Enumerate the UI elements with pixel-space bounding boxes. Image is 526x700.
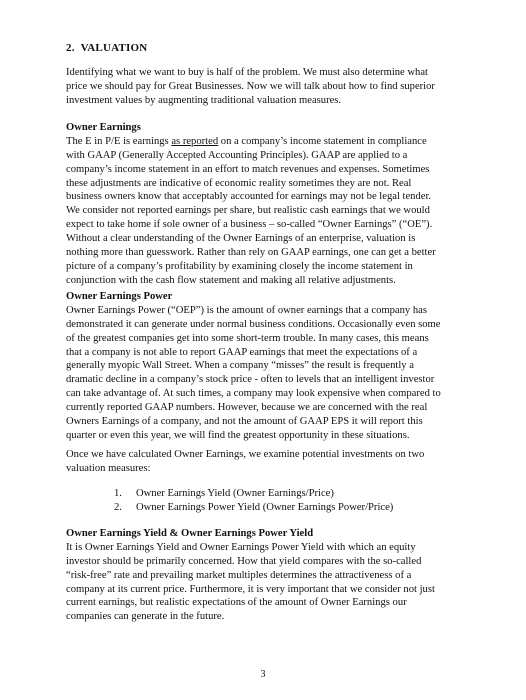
text-line: business owners know that acceptably accounted for earnings may not be legal tender. (66, 191, 432, 203)
text-line: picture of a company’s profitability by examining closely the income statement in (66, 260, 413, 272)
list-item (114, 501, 393, 515)
owner-earnings-power-heading: Owner Earnings Power (66, 291, 173, 302)
text-line: It is Owner Earnings Yield and Owner Earnings Power Yield with which an equity (66, 541, 416, 553)
list-number: 1. (114, 488, 122, 499)
text-line: dramatic decline in a company’s stock price - often to levels that an intelligent investor (66, 374, 435, 386)
text-line: valuation measures: (66, 462, 151, 474)
text-line: investor should be primarily concerned. How that yield compares with the so-called (66, 555, 422, 567)
text-line: conjunction with the cash flow statement and making all relative adjustments. (66, 274, 396, 286)
list-text: Owner Earnings Power Yield (Owner Earnings Power/Price) (136, 502, 394, 513)
text-line: We consider not reported earnings per share, but realistic cash earnings that we would (66, 205, 430, 217)
yield-heading: Owner Earnings Yield & Owner Earnings Power Yield (66, 528, 314, 539)
text-line: company at its current price. Furthermore, it is very important that we consider not just (66, 583, 435, 595)
text-fragment: on a company’s income statement in compliance (218, 135, 427, 147)
text-line: Owners Earnings of a company, and not the amount of GAAP EPS it will report this (66, 416, 423, 428)
underlined-phrase: as reported (171, 135, 219, 147)
text-line: Without a clear understanding of the Owner Earnings of an enterprise, valuation is (66, 233, 416, 245)
text-line: companies can generate in the future. (66, 611, 225, 623)
owner-earnings-power-section (66, 290, 486, 443)
list-text: Owner Earnings Yield (Owner Earnings/Price) (136, 488, 334, 499)
text-line: “risk-free” rate and prevailing market multiples determines the attractiveness of a (66, 569, 412, 581)
measures-intro-paragraph (66, 448, 486, 476)
text-fragment: The E in P/E is earnings (66, 135, 172, 147)
text-line: price we should pay for Great Businesses. Now we will talk about how to find superior (66, 80, 435, 92)
text-line: current earnings, but realistic expectations of the amount of Owner Earnings our (66, 597, 407, 609)
text-line: nothing more than guesswork. Rather than rely on GAAP earnings, one can get a better (66, 247, 436, 259)
text-line (66, 135, 486, 149)
intro-paragraph (66, 66, 486, 108)
text-line: investment values by augmenting traditional valuation measures. (66, 94, 342, 106)
yield-section (66, 527, 486, 624)
text-line: Identifying what we want to buy is half of the problem. We must also determine what (66, 67, 428, 78)
text-line: generally myopic Wall Street. When a company “misses” the result is frequently a (66, 360, 414, 372)
text-line: expect to take home if sole owner of a business – so-called “Owner Earnings” (“OE”). (66, 219, 433, 231)
list-item (114, 487, 334, 501)
text-line: with GAAP (Generally Accepted Accounting Principles). GAAP are applied to a (66, 149, 408, 161)
section-title (66, 42, 147, 56)
text-line: Owner Earnings Power (“OEP”) is the amount of owner earnings that a company has (66, 304, 427, 316)
list-number: 2. (114, 502, 122, 513)
text-line: Once we have calculated Owner Earnings, we examine potential investments on two (66, 449, 425, 460)
owner-earnings-section (66, 121, 486, 288)
owner-earnings-heading: Owner Earnings (66, 122, 141, 133)
section-number: 2. (66, 42, 75, 54)
page-number: 3 (260, 669, 266, 680)
section-heading: VALUATION (80, 42, 148, 54)
text-line: that a company is not able to report GAAP earnings that meet the expectations of a (66, 346, 418, 358)
text-line: demonstrated it can generate under normal business conditions. Occasionally even some (66, 318, 441, 330)
text-line: company’s income statement in an effort to match revenues and expenses. Sometimes (66, 163, 430, 175)
text-line: quarter or even this year, we will find the greatest opportunity in these situations. (66, 429, 410, 441)
text-line: currently reported GAAP numbers. However, because we are concerned with the real (66, 402, 428, 414)
text-line: can take advantage of. At such times, a company may look expensive when compared to (66, 388, 441, 400)
text-line: these adjustments are indicative of economic reality sometimes they are not. Real (66, 177, 412, 189)
text-line: of the greatest companies get into some short-term trouble. In many cases, this means (66, 332, 429, 344)
